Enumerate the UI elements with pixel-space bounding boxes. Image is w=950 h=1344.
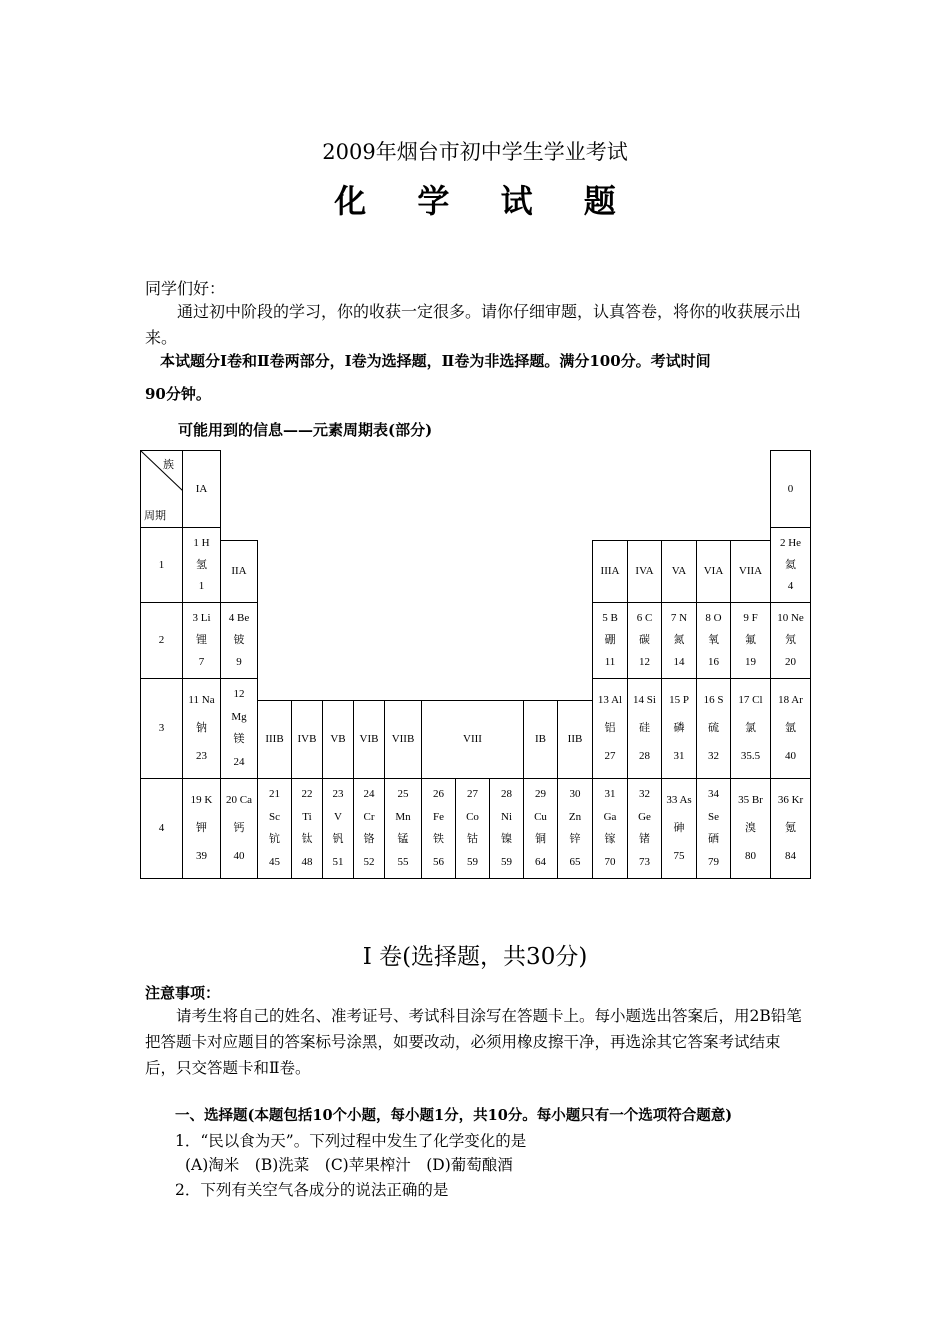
element-number-symbol: 17 Cl: [738, 694, 763, 706]
element-number-symbol: 9 F: [743, 612, 758, 624]
group-label: [523, 700, 558, 779]
element-number-symbol: 10 Ne: [777, 612, 804, 624]
element-number-symbol: 2 He: [779, 536, 802, 549]
notes-heading: 注意事项：: [145, 984, 221, 1002]
element-cell: [220, 778, 258, 879]
intro-message: 通过初中阶段的学习，你的收获一定很多。请你仔细审题，认真答卷，将你的收获展示出来。: [145, 302, 802, 347]
element-symbol: V: [334, 810, 342, 823]
period-label-text: 1: [158, 558, 165, 571]
atomic-mass: 12: [639, 656, 650, 668]
group-label: [291, 700, 323, 779]
element-number-symbol: 6 C: [636, 612, 653, 624]
group-label: [661, 540, 697, 603]
notes-text: 请考生将自己的姓名、准考证号、考试科目涂写在答题卡上。每小题选出答案后，用2B铅笔把答题卡对应题目的答案标号涂黑，如要改动，必须用橡皮擦干净，再选涂其它答案考试结束后，只交答题卡和Ⅱ卷。: [145, 1007, 802, 1077]
element-cell: [730, 602, 771, 679]
element-cell: [730, 678, 771, 779]
atomic-number: 31: [604, 788, 616, 801]
atomic-number: 22: [301, 788, 313, 801]
question-2: 2．下列有关空气各成分的说法正确的是: [175, 1181, 449, 1199]
atomic-number: 27: [467, 788, 478, 801]
atomic-mass: 80: [745, 850, 756, 862]
atomic-mass: 14: [673, 656, 685, 668]
element-name: 锂: [196, 634, 207, 646]
element-name: 硒: [708, 833, 719, 846]
atomic-mass: 59: [501, 855, 512, 868]
group-label: [322, 700, 354, 779]
element-name: 锰: [397, 833, 409, 846]
greeting: 同学们好：: [145, 279, 226, 298]
element-cell: [182, 678, 221, 779]
period-header: 周期: [144, 510, 166, 522]
period-label: [140, 678, 183, 779]
element-name: 铍: [233, 634, 245, 646]
period-label: [140, 602, 183, 679]
group-label: [421, 700, 524, 779]
element-cell: [770, 678, 811, 779]
group-label-text: VIIB: [391, 733, 415, 745]
exam-notice-line1: 本试题分Ⅰ卷和Ⅱ卷两部分，Ⅰ卷为选择题，Ⅱ卷为非选择题。满分100分。考试时间: [160, 352, 711, 370]
element-name: 锌: [569, 833, 581, 846]
element-number-symbol: 16 S: [703, 694, 724, 706]
atomic-mass: 64: [535, 855, 546, 868]
element-symbol: Cu: [534, 810, 547, 823]
group-label: [220, 540, 258, 603]
atomic-mass: 23: [196, 750, 207, 762]
atomic-mass: 7: [198, 656, 205, 668]
element-cell: [220, 602, 258, 679]
group-label: [592, 540, 628, 603]
element-cell: [661, 678, 697, 779]
atomic-mass: 70: [604, 855, 616, 868]
atomic-number: 21: [269, 788, 280, 801]
group-label-text: IIB: [567, 733, 583, 745]
element-cell: [523, 778, 558, 879]
group-label-text: VA: [671, 565, 687, 577]
group-label: [257, 700, 292, 779]
group-label-text: IA: [195, 482, 208, 495]
atomic-mass: 20: [785, 656, 796, 668]
group-label: [696, 540, 731, 603]
element-name: 氩: [785, 722, 796, 734]
group-label: [730, 540, 771, 603]
element-symbol: Sc: [269, 810, 280, 823]
atomic-number: 23: [332, 788, 344, 801]
element-cell: [770, 778, 811, 879]
atomic-mass: 48: [301, 855, 313, 868]
diagonal-line: [141, 451, 183, 528]
element-name: 铬: [363, 833, 375, 846]
group-header: 族: [163, 459, 174, 471]
atomic-mass: 55: [397, 855, 409, 868]
group-label-text: VIII: [463, 733, 482, 745]
element-name: 氖: [785, 634, 796, 646]
atomic-mass: 73: [639, 855, 650, 868]
group-label-text: IIIB: [265, 733, 284, 745]
group-label: [353, 700, 385, 779]
atomic-mass: 31: [673, 750, 685, 762]
element-name: 镍: [501, 833, 512, 846]
element-name: 钠: [196, 722, 207, 734]
element-name: 镁: [233, 733, 245, 746]
element-cell: [696, 678, 731, 779]
atomic-number: 24: [363, 788, 375, 801]
element-number-symbol: 35 Br: [738, 794, 763, 806]
element-cell: [220, 678, 258, 779]
group-label: [182, 450, 221, 528]
element-symbol: Fe: [433, 810, 444, 823]
group-label-text: VIIA: [738, 565, 763, 577]
element-name: 铁: [433, 833, 444, 846]
atomic-mass: 19: [745, 656, 756, 668]
atomic-mass: 84: [785, 850, 796, 862]
group-label: [384, 700, 422, 779]
element-name: 硅: [639, 722, 650, 734]
element-cell: [661, 778, 697, 879]
element-name: 氟: [745, 634, 756, 646]
element-number-symbol: 5 B: [602, 612, 618, 624]
question-1-options: (A)淘米 (B)洗菜 (C)苹果榨汁 (D)葡萄酿酒: [185, 1156, 513, 1174]
element-name: 钛: [301, 833, 313, 846]
element-number-symbol: 19 K: [190, 794, 213, 806]
group-label-text: VIA: [703, 565, 724, 577]
atomic-mass: 45: [269, 855, 280, 868]
atomic-mass: 4: [787, 580, 794, 593]
element-cell: [353, 778, 385, 879]
element-name: 氢: [196, 558, 207, 571]
element-symbol: Ti: [302, 810, 312, 823]
element-name: 钾: [196, 822, 207, 834]
group-label: [770, 450, 811, 528]
element-symbol: Ga: [603, 810, 617, 823]
element-number-symbol: 14 Si: [633, 694, 656, 706]
atomic-mass: 39: [196, 850, 207, 862]
element-number-symbol: 11 Na: [188, 694, 215, 706]
element-cell: [770, 527, 811, 603]
element-cell: [421, 778, 456, 879]
element-name: 氮: [673, 634, 685, 646]
element-cell: [592, 778, 628, 879]
atomic-mass: 59: [467, 855, 478, 868]
element-cell: [627, 778, 662, 879]
element-cell: [557, 778, 593, 879]
element-name: 镓: [604, 833, 616, 846]
atomic-mass: 40: [233, 850, 245, 862]
group-label-text: VIB: [359, 733, 379, 745]
element-number-symbol: 33 As: [666, 794, 692, 806]
atomic-number: 12: [233, 688, 245, 701]
atomic-mass: 24: [233, 755, 245, 768]
element-cell: [455, 778, 490, 879]
exam-title: 2009年烟台市初中学生学业考试: [322, 140, 628, 164]
element-cell: [291, 778, 323, 879]
element-name: 溴: [745, 822, 756, 834]
atomic-mass: 51: [332, 855, 344, 868]
element-number-symbol: 3 Li: [192, 612, 211, 624]
atomic-mass: 65: [569, 855, 581, 868]
atomic-number: 30: [569, 788, 581, 801]
element-cell: [384, 778, 422, 879]
group-label-text: IB: [535, 733, 546, 745]
atomic-mass: 35.5: [740, 750, 761, 762]
element-symbol: Cr: [363, 810, 375, 823]
element-symbol: Ge: [638, 810, 651, 823]
question-1: 1．“民以食为天”。下列过程中发生了化学变化的是: [175, 1132, 527, 1150]
element-symbol: Co: [466, 810, 479, 823]
element-name: 钙: [233, 822, 245, 834]
period-label-text: 3: [158, 722, 165, 734]
subject-title: 化 学 试 题: [334, 182, 636, 220]
element-number-symbol: 7 N: [670, 612, 688, 624]
element-name: 铜: [535, 833, 546, 846]
element-number-symbol: 20 Ca: [226, 794, 252, 806]
atomic-mass: 27: [604, 750, 616, 762]
element-cell: [489, 778, 524, 879]
element-number-symbol: 15 P: [669, 694, 689, 706]
table-header-corner: [140, 450, 183, 528]
section-title: Ⅰ 卷(选择题，共30分): [362, 944, 588, 970]
atomic-mass: 28: [639, 750, 650, 762]
element-number-symbol: 18 Ar: [778, 694, 803, 706]
group-label-text: 0: [787, 482, 794, 495]
element-name: 氪: [785, 822, 796, 834]
atomic-mass: 52: [363, 855, 375, 868]
part-heading: 一、选择题(本题包括10个小题，每小题1分，共10分。每小题只有一个选项符合题意): [175, 1107, 733, 1124]
element-name: 氧: [708, 634, 719, 646]
atomic-number: 26: [433, 788, 444, 801]
atomic-mass: 32: [708, 750, 719, 762]
element-name: 钴: [467, 833, 478, 846]
element-cell: [661, 602, 697, 679]
atomic-mass: 79: [708, 855, 719, 868]
period-label-text: 4: [158, 822, 165, 834]
element-number-symbol: 8 O: [705, 612, 722, 624]
atomic-number: 28: [501, 788, 512, 801]
atomic-mass: 9: [236, 656, 242, 668]
element-symbol: Se: [708, 810, 719, 823]
element-name: 钪: [269, 833, 280, 846]
table-caption: 可能用到的信息——元素周期表(部分): [178, 421, 433, 439]
atomic-mass: 11: [604, 656, 616, 668]
element-cell: [627, 678, 662, 779]
element-cell: [696, 602, 731, 679]
group-label-text: IIA: [231, 565, 247, 577]
element-symbol: Mg: [231, 710, 247, 723]
element-number-symbol: 13 Al: [597, 694, 623, 706]
group-label-text: IVA: [635, 565, 654, 577]
period-label: [140, 527, 183, 603]
atomic-mass: 1: [198, 580, 205, 593]
element-cell: [592, 602, 628, 679]
element-number-symbol: 4 Be: [228, 612, 250, 624]
group-label-text: IIIA: [600, 565, 620, 577]
group-label: [557, 700, 593, 779]
atomic-mass: 16: [708, 656, 719, 668]
element-cell: [182, 602, 221, 679]
element-name: 硼: [604, 634, 616, 646]
atomic-number: 34: [708, 788, 719, 801]
element-name: 钒: [332, 833, 344, 846]
exam-notice-line2: 90分钟。: [145, 385, 211, 403]
atomic-mass: 40: [785, 750, 796, 762]
element-name: 碳: [639, 634, 650, 646]
atomic-mass: 75: [673, 850, 685, 862]
element-symbol: Mn: [395, 810, 411, 823]
atomic-number: 25: [397, 788, 409, 801]
element-cell: [257, 778, 292, 879]
element-name: 氦: [785, 558, 796, 571]
element-name: 砷: [673, 822, 685, 834]
period-label-text: 2: [158, 634, 165, 646]
atomic-mass: 56: [433, 855, 444, 868]
element-name: 硫: [708, 722, 719, 734]
element-symbol: Zn: [568, 810, 582, 823]
element-cell: [322, 778, 354, 879]
element-cell: [627, 602, 662, 679]
element-cell: [770, 602, 811, 679]
element-cell: [182, 527, 221, 603]
element-cell: [592, 678, 628, 779]
element-number-symbol: 1 H: [193, 536, 210, 549]
element-cell: [730, 778, 771, 879]
group-label-text: VB: [330, 733, 346, 745]
period-label: [140, 778, 183, 879]
group-label: [627, 540, 662, 603]
element-name: 锗: [639, 833, 650, 846]
element-symbol: Ni: [501, 810, 512, 823]
element-number-symbol: 36 Kr: [777, 794, 804, 806]
element-cell: [696, 778, 731, 879]
group-label-text: IVB: [297, 733, 317, 745]
element-name: 磷: [673, 722, 685, 734]
element-name: 铝: [604, 722, 616, 734]
element-name: 氯: [745, 722, 756, 734]
atomic-number: 32: [639, 788, 650, 801]
element-cell: [182, 778, 221, 879]
atomic-number: 29: [535, 788, 546, 801]
